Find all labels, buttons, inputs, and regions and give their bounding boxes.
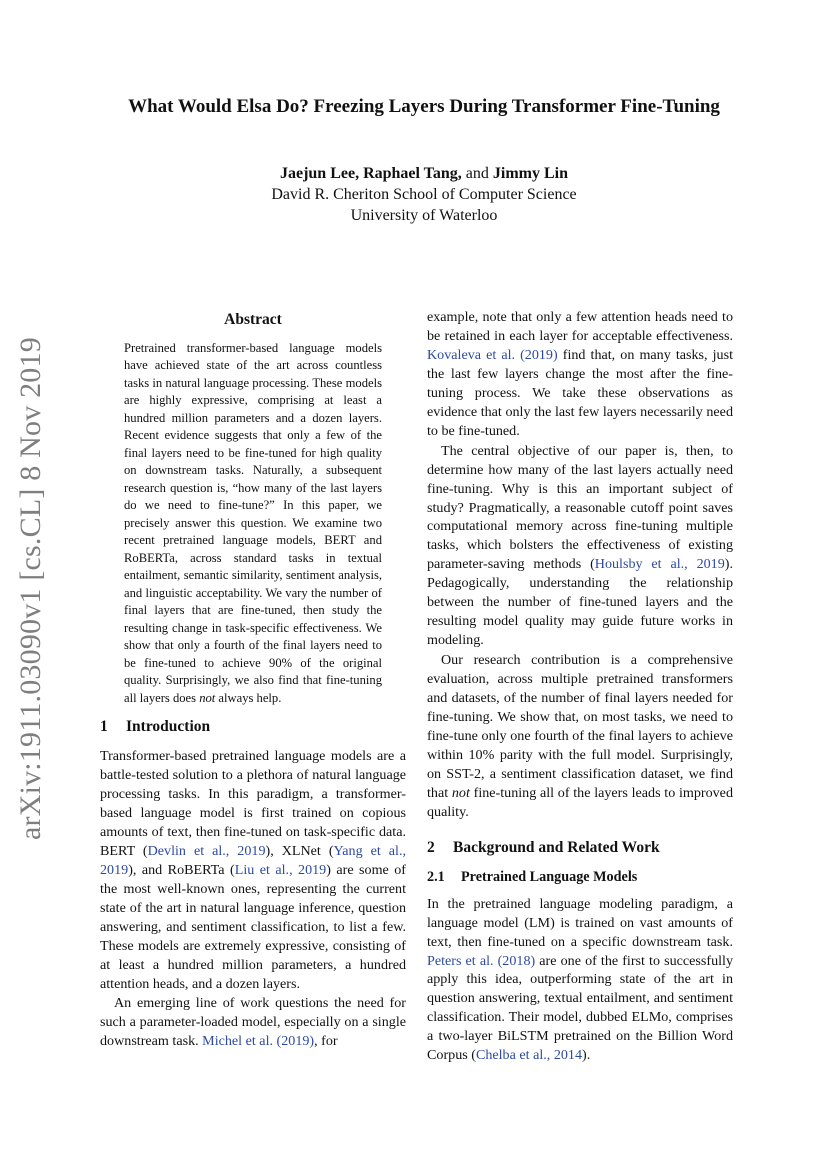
section-1-heading xyxy=(100,718,406,737)
intro-p1-text-b: ), XLNet ( xyxy=(265,843,334,860)
author-block xyxy=(60,163,788,226)
abstract-text-end: always help. xyxy=(215,690,282,705)
author-names: Jaejun Lee, Raphael Tang, xyxy=(279,165,462,182)
citation-kovaleva[interactable]: Kovaleva et al. (2019) xyxy=(427,346,558,363)
abstract-heading: Abstract xyxy=(224,311,282,328)
abstract-text-main: Pretrained transformer-based language models have achieved state of the art across countless tasks in natural language processing. These models are highly expressive, comprising at least a hundred million parameters and a dozen layers. Recent evidence suggests that only a few of the final layers need to be fine-tuned for high quality on downstream tasks. Naturally, a subsequent research question is, “how many of the last layers do we need to fine-tune?” In this paper, we precisely answer this question. We examine two recent pretrained language models, BERT and RoBERTa, across standard tasks in textual entailment, semantic similarity, sentiment analysis, and linguistic acceptability. We vary the number of final layers that are fine-tuned, then study the resulting change in task-specific effectiveness. We show that only a fourth of the final layers need to be fine-tuned to achieve 90% of the original quality. Surprisingly, we also find that fine-tuning all layers does xyxy=(124,340,382,705)
citation-houlsby[interactable]: Houlsby et al., 2019 xyxy=(594,556,725,573)
intro-paragraph-1 xyxy=(100,747,406,993)
subsection-2-1-title: Pretrained Language Models xyxy=(461,868,638,885)
citation-liu[interactable]: Liu et al., 2019 xyxy=(234,862,327,879)
intro-p2-continued-lead: example, note that only a few attention heads need to be retained in each layer for acceptable effectiveness. xyxy=(427,309,733,344)
author-conjunction: and xyxy=(465,165,489,182)
section-1-title: Introduction xyxy=(126,718,211,736)
intro-paragraph-2-start xyxy=(100,994,406,1051)
abstract-text xyxy=(124,340,382,708)
intro-p1-text-d: ) are some of the most well-known ones, representing the current state of the art in natural language inference, question answering, and sentiment classification, to list a few. These models are extremely expressive, consisting of at least a hundred million parameters, a hundred attention heads, and a dozen layers. xyxy=(100,862,406,992)
intro-p4-emphasis: not xyxy=(451,784,470,801)
citation-devlin[interactable]: Devlin et al., 2019 xyxy=(147,843,266,860)
intro-p3-text-a: The central objective of our paper is, then, to determine how many of the last layers actually need fine-tuning. Why is this an important subject of study? Pragmatically, a reasonable cutoff point saves computational memory across fine-tuning multiple tasks, which bolsters the effectiveness of existing parameter-saving methods ( xyxy=(427,442,733,573)
right-column xyxy=(427,308,733,1065)
intro-paragraph-4 xyxy=(427,651,733,822)
intro-p3-text-b: ). Pedagogically, understanding the relationship between the number of fine-tuned layers and the resulting model quality may guide future works in modeling. xyxy=(427,556,733,649)
citation-chelba[interactable]: Chelba et al., 2014 xyxy=(475,1047,583,1064)
affiliation-line-2: University of Waterloo xyxy=(350,207,498,224)
bg-p1-text-b: are one of the first to successfully apply this idea, outperforming state of the art in question answering, textual entailment, and sentiment classification. Their model, dubbed ELMo, comprises a two-layer BiLSTM pretrained on the Billion Word Corpus ( xyxy=(427,952,733,1064)
section-2-title: Background and Related Work xyxy=(453,838,660,856)
arxiv-side-stamp: arXiv:1911.03090v1 [cs.CL] 8 Nov 2019 xyxy=(14,337,47,840)
section-2-number: 2 xyxy=(427,838,435,856)
intro-p4-text-a: Our research contribution is a comprehensive evaluation, across multiple pretrained transformers and datasets, of the number of final layers needed for fine-tuning. We show that, on most tasks, we need to fine-tune only one fourth of the final layers to achieve within 10% parity with the full model. Surprisingly, on SST-2, a sentiment classification dataset, we find that xyxy=(427,652,733,801)
background-paragraph-1 xyxy=(427,895,733,1066)
intro-p2-text-c: find that, on many tasks, just the last few layers change the most after the fine-tuning process. We take these observations as evidence that only the last few layers necessarily need to be fine-tuned. xyxy=(427,346,734,439)
section-1-number: 1 xyxy=(100,718,108,736)
citation-michel[interactable]: Michel et al. (2019) xyxy=(202,1032,315,1049)
bg-p1-text-c: ). xyxy=(582,1047,591,1064)
author-last: Jimmy Lin xyxy=(492,165,569,182)
bg-p1-text-a: In the pretrained language modeling paradigm, a language model (LM) is trained on vast amounts of text, then fine-tuned on a specific downstream task. xyxy=(427,895,733,950)
left-column xyxy=(100,308,406,1051)
intro-p2-text-a: An emerging line of work questions the need for such a parameter-loaded model, especially on a single downstream task. xyxy=(100,994,406,1049)
author-names-line xyxy=(60,163,788,184)
section-2-heading xyxy=(427,839,733,858)
affiliation-line-1: David R. Cheriton School of Computer Science xyxy=(271,186,577,203)
intro-p1-text-a: Transformer-based pretrained language models are a battle-tested solution to a plethora of natural language processing tasks. In this paradigm, a transformer-based language model is first trained on copious amounts of text, then fine-tuned on task-specific data. BERT ( xyxy=(100,748,406,860)
abstract-emphasis: not xyxy=(199,690,216,705)
subsection-2-1-heading xyxy=(427,868,733,887)
citation-yang[interactable]: Yang et al., 2019 xyxy=(100,843,406,879)
citation-peters[interactable]: Peters et al. (2018) xyxy=(427,952,536,969)
paper-title: What Would Elsa Do? Freezing Layers During Transformer Fine-Tuning xyxy=(128,96,720,117)
intro-p4-text-b: fine-tuning all of the layers leads to improved quality. xyxy=(427,784,733,820)
intro-paragraph-2-cont xyxy=(427,308,733,441)
intro-p1-text-c: ), and RoBERTa ( xyxy=(128,862,235,879)
subsection-2-1-number: 2.1 xyxy=(427,868,445,885)
intro-p2-comma: , for xyxy=(314,1032,338,1049)
intro-paragraph-3 xyxy=(427,442,733,650)
